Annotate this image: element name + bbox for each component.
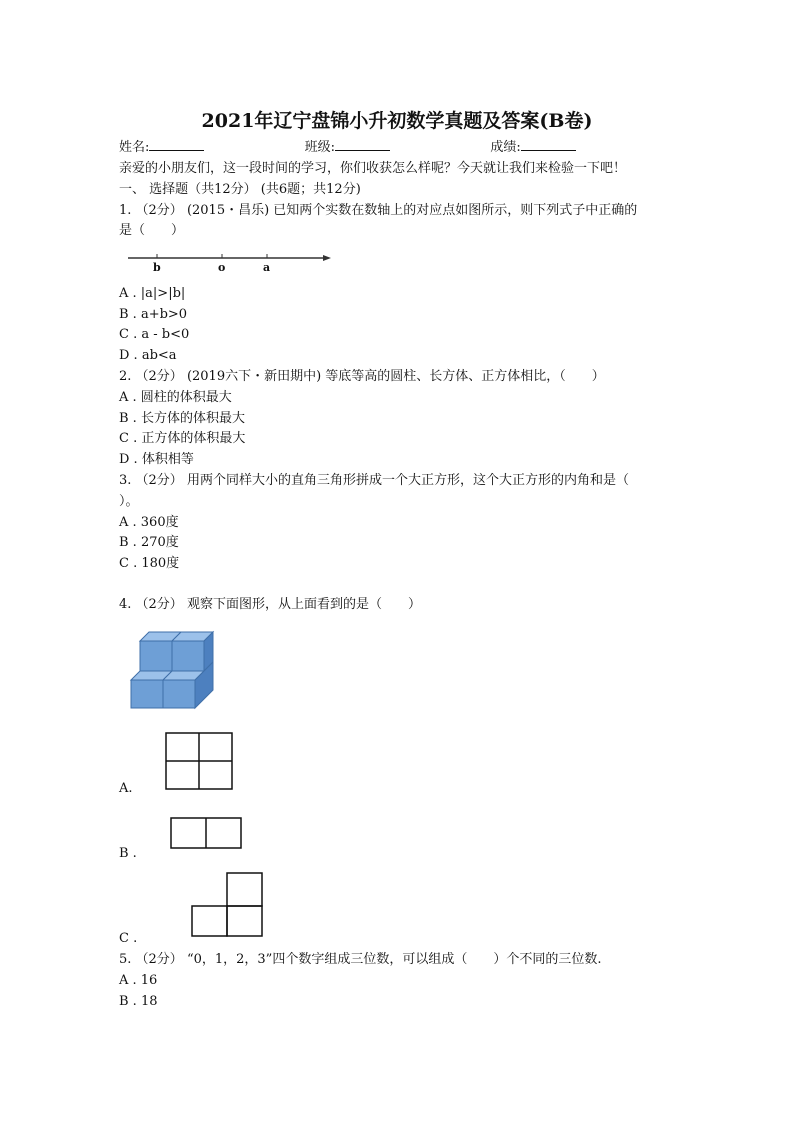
cube-top-right [172, 632, 213, 671]
q5-stem: 5. （2分） “0，1，2，3”四个数字组成三位数，可以组成（ ）个不同的三位数. [119, 952, 602, 967]
q4-option-c-figure [192, 873, 262, 936]
intro-text: 亲爱的小朋友们，这一段时间的学习，你们收获怎么样呢？今天就让我们来检验一下吧！ [119, 161, 627, 176]
q3-option-c[interactable]: C . 180度 [119, 556, 180, 571]
q2-option-c[interactable]: C . 正方体的体积最大 [119, 431, 246, 446]
axis-label-o: o [218, 261, 226, 274]
page-title: 2021年辽宁盘锦小升初数学真题及答案(B卷) [201, 110, 593, 132]
q4-option-a[interactable]: A. [119, 781, 133, 796]
q4-option-b-figure [171, 818, 241, 848]
q3-option-b[interactable]: B . 270度 [119, 535, 179, 550]
q1-option-b[interactable]: B . a+b>0 [119, 307, 188, 322]
q1-stem-line1: 1. （2分） (2015・昌乐) 已知两个实数在数轴上的对应点如图所示，则下列式子中正确的 [119, 203, 638, 218]
q5-option-a[interactable]: A . 16 [119, 973, 158, 988]
q2-option-a[interactable]: A . 圆柱的体积最大 [119, 390, 232, 405]
axis-label-b: b [153, 261, 161, 274]
q2-stem: 2. （2分） (2019六下・新田期中) 等底等高的圆柱、长方体、正方体相比，（ ） [119, 369, 605, 384]
q2-option-b[interactable]: B . 长方体的体积最大 [119, 411, 245, 426]
q1-option-d[interactable]: D . ab<a [119, 348, 177, 363]
q2-option-d[interactable]: D . 体积相等 [119, 452, 194, 467]
q4-option-b[interactable]: B . [119, 846, 137, 861]
name-label: 姓名: [119, 140, 150, 155]
q5-option-b[interactable]: B . 18 [119, 994, 158, 1009]
score-label: 成绩: [490, 140, 521, 155]
q4-option-a-figure [166, 733, 232, 789]
q1-option-c[interactable]: C . a - b<0 [119, 327, 190, 342]
section-heading: 一、 选择题（共12分） (共6题；共12分) [119, 182, 361, 197]
q4-stem: 4. （2分） 观察下面图形，从上面看到的是（ ） [119, 597, 421, 612]
axis-label-a: a [263, 261, 271, 274]
q3-option-a[interactable]: A . 360度 [119, 515, 179, 530]
class-label: 班级: [304, 140, 336, 155]
q1-stem-line2: 是（ ） [119, 223, 185, 238]
q4-option-c[interactable]: C . [119, 931, 138, 946]
q3-stem-line2: ）。 [119, 494, 139, 509]
q3-stem-line1: 3. （2分） 用两个同样大小的直角三角形拼成一个大正方形，这个大正方形的内角和是（ [119, 473, 629, 488]
q1-option-a[interactable]: A . |a|>|b| [119, 286, 186, 301]
